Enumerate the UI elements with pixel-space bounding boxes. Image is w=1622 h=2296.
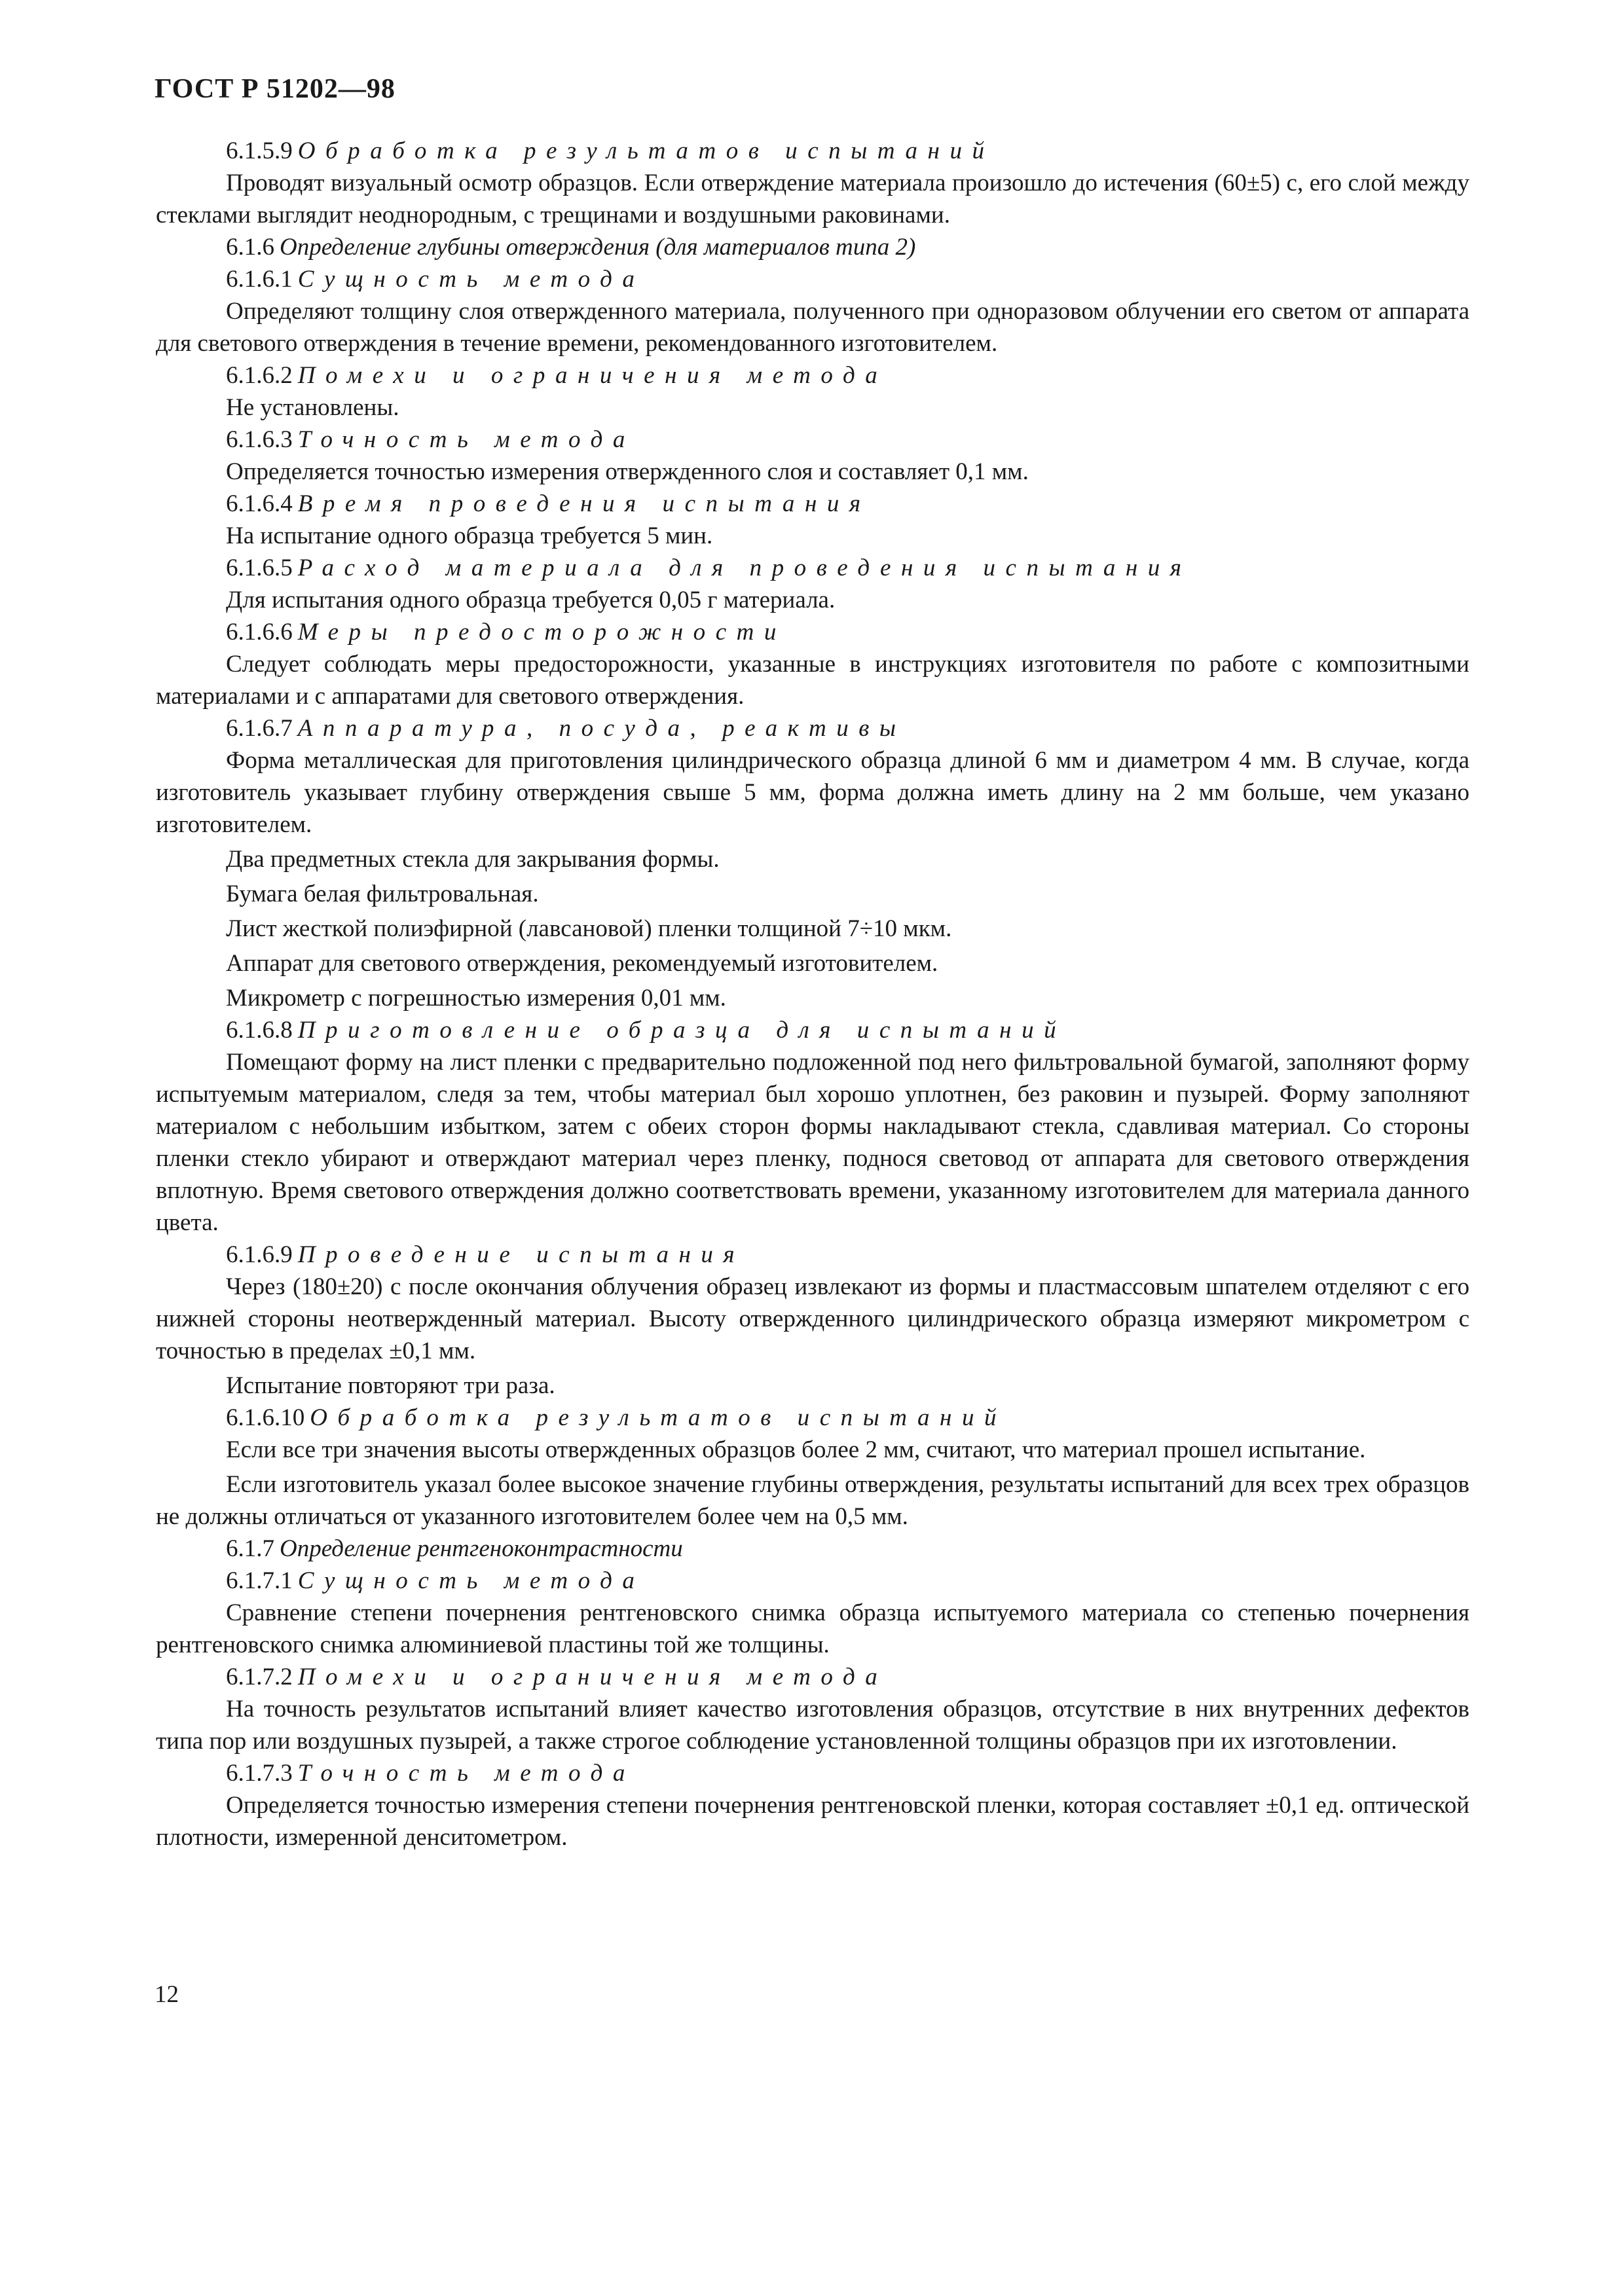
section-number: 6.1.6.3	[226, 426, 293, 453]
section-heading	[156, 1533, 1469, 1565]
section-heading	[156, 231, 1469, 263]
section-title: Время проведения испытания	[297, 490, 871, 517]
paragraph: Не установлены.	[226, 394, 399, 421]
section-title: Приготовление образца для испытаний	[297, 1017, 1067, 1044]
section-title: Аппаратура, посуда, реактивы	[297, 715, 906, 742]
section-heading	[156, 1565, 1469, 1597]
paragraph: Для испытания одного образца требуется 0,05 г материала.	[226, 587, 836, 613]
section-heading	[156, 616, 1469, 648]
document-header: ГОСТ Р 51202—98	[155, 74, 396, 104]
paragraph: Через (180±20) с после окончания облучения образец извлекают из формы и пластмассовым шпателем отделяют с его нижней стороны неотвержденный материал. Высоту отвержденного цилиндрического образца измеряют микрометром с точностью в пределах ±0,1 мм.	[156, 1273, 1469, 1364]
section-number: 6.1.6.7	[226, 715, 293, 742]
paragraph: Помещают форму на лист пленки с предварительно подложенной под него фильтровальной бумагой, заполняют форму испытуемым материалом, следя за тем, чтобы материал был хорошо уплотнен, без раковин и пузырей. Форму заполняют материалом с небольшим избытком, затем с обеих сторон формы накладывают стекла, сдавливая материал. Со стороны пленки стекло убирают и отверждают материал через пленку, поднося световод от аппарата для светового отверждения вплотную. Время светового отверждения должно соответствовать времени, указанному изготовителем для материала данного цвета.	[156, 1049, 1469, 1236]
page-number: 12	[155, 1981, 179, 2008]
section-heading	[156, 1014, 1469, 1046]
section-title: Обработка результатов испытаний	[310, 1404, 1007, 1431]
section-title: Определение рентгеноконтрастности	[280, 1535, 683, 1562]
section-title: Расход материала для проведения испытания	[297, 555, 1192, 581]
section-title: Помехи и ограничения метода	[297, 362, 888, 389]
section-number: 6.1.6.2	[226, 362, 293, 389]
section-heading	[156, 1661, 1469, 1693]
paragraph: Лист жесткой полиэфирной (лавсановой) пленки толщиной 7÷10 мкм.	[226, 915, 952, 942]
section-title: Проведение испытания	[297, 1241, 745, 1268]
section-heading	[156, 488, 1469, 520]
paragraph: Бумага белая фильтровальная.	[226, 881, 539, 907]
paragraph: Определяется точностью измерения степени почернения рентгеновской пленки, которая составляет ±0,1 ед. оптической плотности, измеренной денситометром.	[156, 1792, 1469, 1851]
section-title: Определение глубины отверждения (для материалов типа 2)	[280, 234, 916, 261]
section-number: 6.1.7.3	[226, 1760, 293, 1787]
paragraph: Форма металлическая для приготовления цилиндрического образца длиной 6 мм и диаметром 4 мм. В случае, когда изготовитель указывает глубину отверждения свыше 5 мм, форма должна иметь длину на 2 мм больше, чем указано изготовителем.	[156, 747, 1469, 838]
section-number: 6.1.7.1	[226, 1567, 293, 1594]
section-heading	[156, 712, 1469, 744]
paragraph: Аппарат для светового отверждения, рекомендуемый изготовителем.	[226, 950, 938, 977]
section-heading	[156, 359, 1469, 392]
section-title: Точность метода	[297, 1760, 635, 1787]
section-heading	[156, 424, 1469, 456]
section-title: Точность метода	[297, 426, 635, 453]
section-number: 6.1.6.5	[226, 555, 293, 581]
section-number: 6.1.7.2	[226, 1664, 293, 1690]
paragraph: Если изготовитель указал более высокое значение глубины отверждения, результаты испытаний для всех трех образцов не должны отличаться от указанного изготовителем более чем на 0,5 мм.	[156, 1471, 1469, 1530]
section-heading	[156, 1239, 1469, 1271]
paragraph: Если все три значения высоты отвержденных образцов более 2 мм, считают, что материал прошел испытание.	[226, 1436, 1366, 1463]
section-heading	[156, 135, 1469, 167]
paragraph: Два предметных стекла для закрывания формы.	[226, 846, 720, 873]
section-heading	[156, 1402, 1469, 1434]
paragraph: Испытание повторяют три раза.	[226, 1372, 555, 1399]
paragraph: На испытание одного образца требуется 5 мин.	[226, 522, 713, 549]
section-number: 6.1.6.1	[226, 266, 293, 293]
section-number: 6.1.7	[226, 1535, 274, 1562]
section-title: Сущность метода	[297, 266, 645, 293]
section-number: 6.1.6.4	[226, 490, 293, 517]
section-number: 6.1.6.8	[226, 1017, 293, 1044]
section-title: Сущность метода	[297, 1567, 645, 1594]
paragraph: Определяют толщину слоя отвержденного материала, полученного при одноразовом облучении его светом от аппарата для светового отверждения в течение времени, рекомендованного изготовителем.	[156, 298, 1469, 357]
section-number: 6.1.6.10	[226, 1404, 305, 1431]
paragraph: Следует соблюдать меры предосторожности, указанные в инструкциях изготовителя по работе с композитными материалами и с аппаратами для светового отверждения.	[156, 651, 1469, 710]
section-heading	[156, 1757, 1469, 1789]
paragraph: Определяется точностью измерения отвержденного слоя и составляет 0,1 мм.	[226, 458, 1029, 485]
section-number: 6.1.5.9	[226, 137, 293, 164]
section-heading	[156, 263, 1469, 295]
section-number: 6.1.6.9	[226, 1241, 293, 1268]
document-body	[156, 135, 1469, 1853]
section-title: Обработка результатов испытаний	[297, 137, 995, 164]
section-number: 6.1.6	[226, 234, 274, 261]
section-title: Меры предосторожности	[297, 619, 786, 646]
paragraph: Микрометр с погрешностью измерения 0,01 мм.	[226, 985, 726, 1011]
paragraph: На точность результатов испытаний влияет качество изготовления образцов, отсутствие в них внутренних дефектов типа пор или воздушных пузырей, а также строгое соблюдение установленной толщины образцов при их изготовлении.	[156, 1696, 1469, 1755]
section-title: Помехи и ограничения метода	[297, 1664, 888, 1690]
paragraph: Проводят визуальный осмотр образцов. Если отверждение материала произошло до истечения (60±5) с, его слой между стеклами выглядит неоднородным, с трещинами и воздушными раковинами.	[156, 170, 1469, 228]
paragraph: Сравнение степени почернения рентгеновского снимка образца испытуемого материала со степенью почернения рентгеновского снимка алюминиевой пластины той же толщины.	[156, 1599, 1469, 1658]
section-heading	[156, 552, 1469, 584]
section-number: 6.1.6.6	[226, 619, 293, 646]
